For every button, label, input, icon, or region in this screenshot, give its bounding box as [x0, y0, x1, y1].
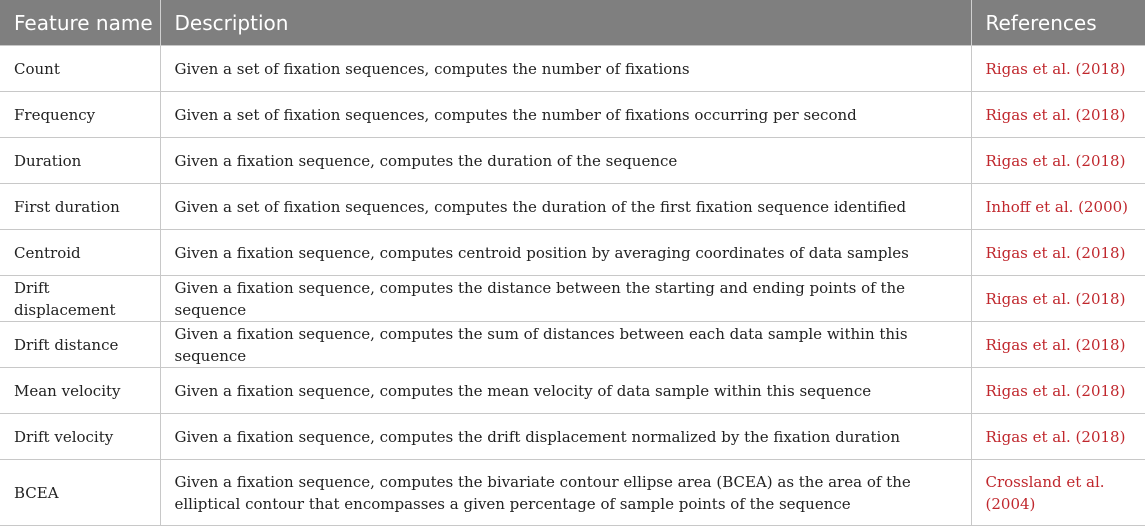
description-cell: Given a fixation sequence, computes the distance between the starting and ending points of the sequence — [160, 276, 971, 322]
description-cell: Given a set of fixation sequences, computes the number of fixations occurring per second — [160, 92, 971, 138]
header-description: Description — [160, 0, 971, 46]
description-cell: Given a fixation sequence, computes the drift displacement normalized by the fixation duration — [160, 414, 971, 460]
feature-cell: Drift distance — [0, 322, 160, 368]
table-row — [0, 138, 1145, 184]
reference-cell — [971, 414, 1145, 460]
description-cell: Given a fixation sequence, computes the mean velocity of data sample within this sequence — [160, 368, 971, 414]
reference-cell — [971, 230, 1145, 276]
feature-cell: Drift displacement — [0, 276, 160, 322]
feature-cell: BCEA — [0, 460, 160, 526]
feature-cell: Centroid — [0, 230, 160, 276]
table-row — [0, 184, 1145, 230]
table-row — [0, 276, 1145, 322]
description-cell: Given a fixation sequence, computes the sum of distances between each data sample within this sequence — [160, 322, 971, 368]
description-cell: Given a set of fixation sequences, computes the number of fixations — [160, 46, 971, 92]
description-cell: Given a fixation sequence, computes the bivariate contour ellipse area (BCEA) as the area of the elliptical contour that encompasses a given percentage of sample points of the sequence — [160, 460, 971, 526]
feature-cell: First duration — [0, 184, 160, 230]
reference-link[interactable]: Rigas et al. (2018) — [985, 105, 1126, 124]
reference-link[interactable]: Rigas et al. (2018) — [985, 59, 1126, 78]
header-references: References — [971, 0, 1145, 46]
reference-link[interactable]: Crossland et al. (2004) — [985, 472, 1105, 513]
reference-link[interactable]: Rigas et al. (2018) — [985, 289, 1126, 308]
header-feature-name: Feature name — [0, 0, 160, 46]
table-row — [0, 322, 1145, 368]
reference-link[interactable]: Rigas et al. (2018) — [985, 243, 1126, 262]
reference-link[interactable]: Rigas et al. (2018) — [985, 427, 1126, 446]
table-row — [0, 230, 1145, 276]
table-row — [0, 414, 1145, 460]
feature-cell: Mean velocity — [0, 368, 160, 414]
reference-cell — [971, 276, 1145, 322]
reference-cell — [971, 46, 1145, 92]
reference-cell — [971, 92, 1145, 138]
reference-cell — [971, 368, 1145, 414]
reference-link[interactable]: Inhoff et al. (2000) — [985, 197, 1129, 216]
feature-cell: Drift velocity — [0, 414, 160, 460]
reference-link[interactable]: Rigas et al. (2018) — [985, 335, 1126, 354]
feature-cell: Count — [0, 46, 160, 92]
table-row — [0, 92, 1145, 138]
reference-link[interactable]: Rigas et al. (2018) — [985, 381, 1126, 400]
reference-cell — [971, 322, 1145, 368]
reference-cell — [971, 138, 1145, 184]
description-cell: Given a fixation sequence, computes the duration of the sequence — [160, 138, 971, 184]
table-row — [0, 460, 1145, 526]
reference-link[interactable]: Rigas et al. (2018) — [985, 151, 1126, 170]
table-row — [0, 46, 1145, 92]
reference-cell — [971, 460, 1145, 526]
description-cell: Given a set of fixation sequences, computes the duration of the first fixation sequence identified — [160, 184, 971, 230]
description-cell: Given a fixation sequence, computes centroid position by averaging coordinates of data samples — [160, 230, 971, 276]
table-row — [0, 368, 1145, 414]
reference-cell — [971, 184, 1145, 230]
header-row — [0, 0, 1145, 46]
feature-cell: Frequency — [0, 92, 160, 138]
feature-cell: Duration — [0, 138, 160, 184]
